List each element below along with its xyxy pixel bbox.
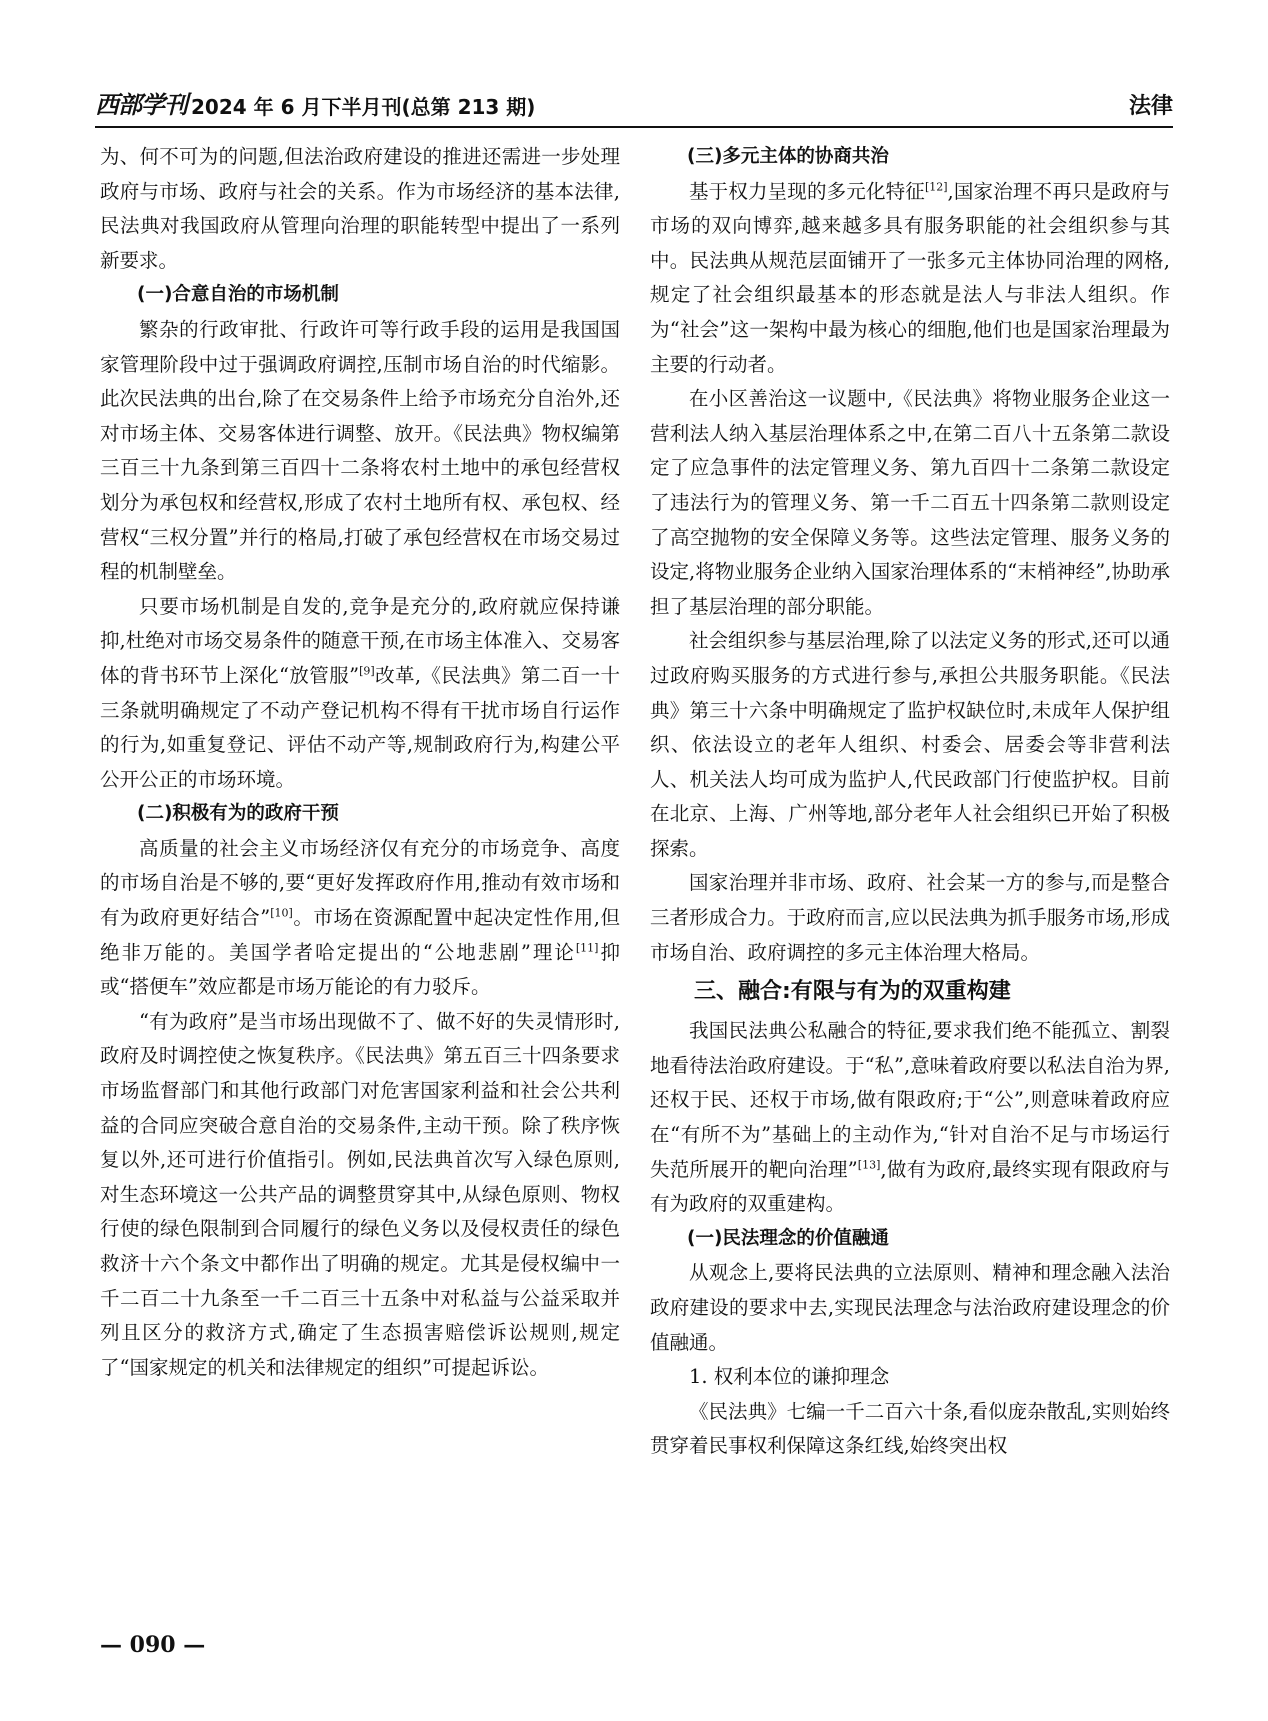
section-label: 法律	[1128, 94, 1173, 119]
header-left	[95, 85, 535, 120]
page-header	[95, 80, 1173, 128]
left-column	[100, 140, 620, 1385]
citation: [9]	[359, 664, 375, 678]
paragraph: 我国民法典公私融合的特征,要求我们绝不能孤立、割裂地看待法治政府建设。于“私”,意味着政府要以私法自治为界,还权于民、还权于市场,做有限政府;于“公”,则意味着政府应在“有所不为”基础上的主动作为,“针对自治不足与市场运行失范所展开的靶向治理”[13],做有为政府,最终实现有限政府与有为政府的双重建构。	[650, 1019, 1170, 1216]
citation: [11]	[575, 941, 599, 955]
paragraph: 国家治理并非市场、政府、社会某一方的参与,而是整合三者形成合力。于政府而言,应以民法典为抓手服务市场,形成市场自治、政府调控的多元主体治理大格局。	[650, 871, 1170, 964]
paragraph: 《民法典》七编一千二百六十条,看似庞杂散乱,实则始终贯穿着民事权利保障这条红线,始终突出权	[650, 1399, 1170, 1458]
paragraph: 只要市场机制是自发的,竞争是充分的,政府就应保持谦抑,杜绝对市场交易条件的随意干预,在市场主体准入、交易客体的背书环节上深化“放管服”[9]改革,《民法典》第二百一十三条就明确规定了不动产登记机构不得有干扰市场自行运作的行为,如重复登记、评估不动产等,规制政府行为,构建公平公开公正的市场环境。	[100, 594, 620, 791]
journal-logo: 西部学刊	[95, 90, 187, 119]
citation: [13]	[857, 1158, 881, 1172]
paragraph: 繁杂的行政审批、行政许可等行政手段的运用是我国国家管理阶段中过于强调政府调控,压制市场自治的时代缩影。此次民法典的出台,除了在交易条件上给予市场充分自治外,还对市场主体、交易客体进行调整、放开。《民法典》物权编第三百三十九条到第三百四十二条将农村土地中的承包经营权划分为承包权和经营权,形成了农村土地所有权、承包权、经营权“三权分置”并行的格局,打破了承包经营权在市场交易过程的机制壁垒。	[100, 317, 620, 584]
subsection-heading: (二)积极有为的政府干预	[137, 803, 339, 825]
issue-info: 2024 年 6 月下半月刊(总第 213 期)	[191, 95, 536, 119]
citation: [12]	[924, 180, 948, 194]
paragraph: 从观念上,要将民法典的立法原则、精神和理念融入法治政府建设的要求中去,实现民法理念与法治政府建设理念的价值融通。	[650, 1261, 1170, 1354]
paragraph: 社会组织参与基层治理,除了以法定义务的形式,还可以通过政府购买服务的方式进行参与,承担公共服务职能。《民法典》第三十六条中明确规定了监护权缺位时,未成年人保护组织、依法设立的老年人组织、村委会、居委会等非营利法人、机关法人均可成为监护人,代民政部门行使监护权。目前在北京、上海、广州等地,部分老年人社会组织已开始了积极探索。	[650, 629, 1170, 860]
subsection-heading: (一)民法理念的价值融通	[687, 1227, 889, 1249]
paragraph: “有为政府”是当市场出现做不了、做不好的失灵情形时,政府及时调控使之恢复秩序。《民法典》第五百三十四条要求市场监督部门和其他行政部门对危害国家利益和社会公共利益的合同应突破合意自治的交易条件,主动干预。除了秩序恢复以外,还可进行价值指引。例如,民法典首次写入绿色原则,对生态环境这一公共产品的调整贯穿其中,从绿色原则、物权行使的绿色限制到合同履行的绿色义务以及侵权责任的绿色救济十六个条文中都作出了明确的规定。尤其是侵权编中一千二百二十九条至一千二百三十五条中对私益与公益采取并列且区分的救济方式,确定了生态损害赔偿诉讼规则,规定了“国家规定的机关和法律规定的组织”可提起诉讼。	[100, 1009, 620, 1379]
subsection-heading: (一)合意自治的市场机制	[137, 284, 339, 306]
right-column	[650, 140, 1170, 1464]
paragraph: 基于权力呈现的多元化特征[12],国家治理不再只是政府与市场的双向博弈,越来越多具有服务职能的社会组织参与其中。民法典从规范层面铺开了一张多元主体协同治理的网格,规定了社会组织最基本的形态就是法人与非法人组织。作为“社会”这一架构中最为核心的细胞,他们也是国家治理最为主要的行动者。	[650, 179, 1170, 376]
paragraph: 高质量的社会主义市场经济仅有充分的市场竞争、高度的市场自治是不够的,要“更好发挥政府作用,推动有效市场和有为政府更好结合”[10]。市场在资源配置中起决定性作用,但绝非万能的。美国学者哈定提出的“公地悲剧”理论[11]抑或“搭便车”效应都是市场万能论的有力驳斥。	[100, 836, 620, 999]
paragraph: 在小区善治这一议题中,《民法典》将物业服务企业这一营利法人纳入基层治理体系之中,在第二百八十五条第二款设定了应急事件的法定管理义务、第九百四十二条第二款设定了违法行为的管理义务、第一千二百五十四条第二款则设定了高空抛物的安全保障义务等。这些法定管理、服务义务的设定,将物业服务企业纳入国家治理体系的“末梢神经”,协助承担了基层治理的部分职能。	[650, 387, 1170, 618]
numbered-heading: 1. 权利本位的谦抑理念	[689, 1365, 890, 1389]
subsection-heading: (三)多元主体的协商共治	[687, 146, 889, 167]
section-heading: 三、融合:有限与有为的双重构建	[694, 979, 1011, 1005]
paragraph: 为、何不可为的问题,但法治政府建设的推进还需进一步处理政府与市场、政府与社会的关系。作为市场经济的基本法律,民法典对我国政府从管理向治理的职能转型中提出了一系列新要求。	[100, 145, 620, 272]
citation: [10]	[270, 906, 293, 920]
page-number: — 090 —	[100, 1632, 206, 1658]
